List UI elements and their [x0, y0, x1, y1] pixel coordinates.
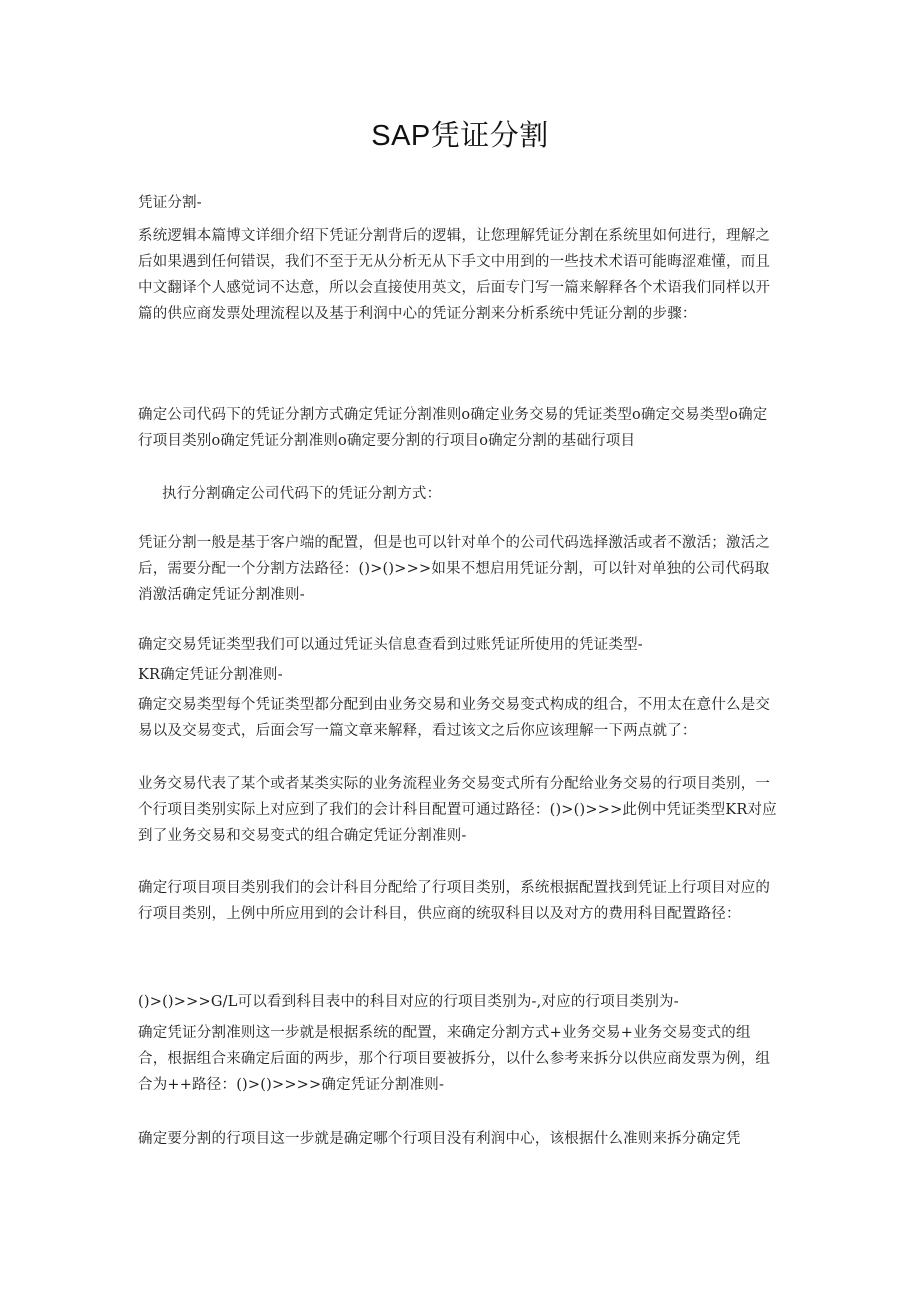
paragraph-items-to-split: 确定要分割的行项目这一步就是确定哪个行项目没有利润中心，该根据什么准则来拆分确定凭 — [138, 1131, 741, 1147]
paragraph-item-category: 确定行项目项目类别我们的会计科目分配给了行项目类别，系统根据配置找到凭证上行项目对应的行项目类别，上例中所应用到的会计科目，供应商的统驭科目以及对方的费用科目配置路径： — [138, 880, 771, 922]
paragraph-business-transaction: 业务交易代表了某个或者某类实际的业务流程业务交易变式所有分配给业务交易的行项目类别，一个行项目类别实际上对应到了我们的会计科目配置可通过路径：()>()>>>此例中凭证类型KR对应到了业务交易和交易变式的组合确定凭证分割准则- — [138, 776, 777, 844]
paragraph-steps: 确定公司代码下的凭证分割方式确定凭证分割准则o确定业务交易的凭证类型o确定交易类型o确定行项目类别o确定凭证分割准则o确定要分割的行项目o确定分割的基础行项目 — [138, 407, 768, 449]
paragraph-gl-path: ()>()>>>G/L可以看到科目表中的科目对应的行项目类别为-,对应的行项目类别为- — [138, 994, 679, 1010]
paragraph-transaction-type: 确定交易类型每个凭证类型都分配到由业务交易和业务交易变式构成的组合，不用太在意什么是交易以及交易变式，后面会写一篇文章来解释，看过该文之后你应该理解一下两点就了： — [138, 697, 771, 739]
paragraph-execute: 执行分割确定公司代码下的凭证分割方式： — [162, 486, 442, 502]
paragraph-doc-type: 确定交易凭证类型我们可以通过凭证头信息查看到过账凭证所使用的凭证类型- — [138, 637, 643, 653]
paragraph-split-config: 凭证分割一般是基于客户端的配置，但是也可以针对单个的公司代码选择激活或者不激活；激活之后，需要分配一个分割方法路径：()>()>>>如果不想启用凭证分割，可以针对单独的公司代码取消激活确定凭证分割准则- — [138, 535, 771, 603]
paragraph-heading: 凭证分割- — [138, 195, 202, 211]
paragraph-intro: 系统逻辑本篇博文详细介绍下凭证分割背后的逻辑，让您理解凭证分割在系统里如何进行，理解之后如果遇到任何错误，我们不至于无从分析无从下手文中用到的一些技术术语可能晦涩难懂，而且中文翻译个人感觉词不达意，所以会直接使用英文，后面专门写一篇来解释各个术语我们同样以开篇的供应商发票处理流程以及基于利润中心的凭证分割来分析系统中凭证分割的步骤： — [138, 228, 771, 322]
paragraph-split-rules: 确定凭证分割准则这一步就是根据系统的配置，来确定分割方式+业务交易+业务交易变式的组合，根据组合来确定后面的两步，那个行项目要被拆分，以什么参考来拆分以供应商发票为例，组合为++路径：()>()>>>>确定凭证分割准则- — [138, 1025, 771, 1093]
paragraph-kr: KR确定凭证分割准则- — [138, 667, 283, 683]
document-title: SAP凭证分割 — [371, 120, 549, 152]
